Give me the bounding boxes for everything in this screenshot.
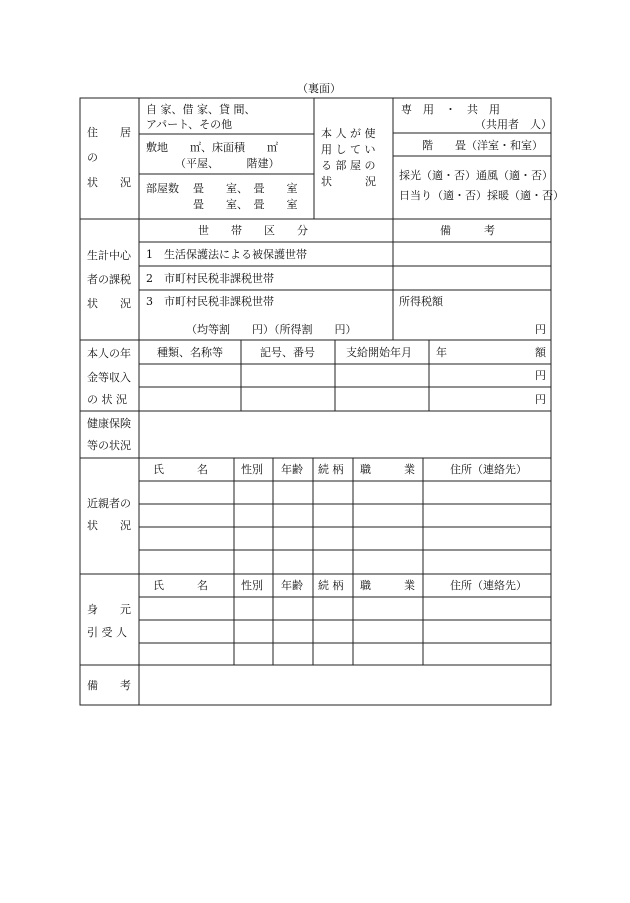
residence-label-3: の [87,151,98,164]
pension-label-2: 金等収入 [87,371,131,384]
pension-col-number: 記号、番号 [260,346,315,359]
guarantor-col-age: 年齢 [281,579,303,592]
site-area-line: 敷地 ㎡、床面積 ㎡ [146,141,278,154]
household-row-3-detail: （均等割 円）（所得割 円） [186,323,357,336]
relatives-col-address: 住所（連絡先） [450,463,527,476]
household-row-3: 3 市町村民税非課税世帯 [146,295,274,308]
residence-type-line1: 自 家、借 家、貸 間、 [146,103,256,116]
rooms-line1: 畳 室、 畳 室 [193,182,298,195]
shared-count: （共用者 人） [475,118,552,131]
pension-yen-1: 円 [535,369,546,382]
rooms-label: 部屋数 [146,182,179,195]
residence-label-5: 況 [120,176,131,189]
tax-label-1: 生計中心 [87,249,131,262]
guarantor-col-sex: 性別 [241,579,263,592]
own-room-label-1: 本 人 が 使 [321,127,376,140]
pension-col-amount-right: 額 [535,346,546,359]
own-room-label-4: 状 況 [321,175,376,188]
guarantor-col-name: 氏 名 [153,579,208,592]
pension-col-amount-left: 年 [436,346,447,359]
relatives-label-1: 近親者の [87,497,131,510]
residence-type-line2: アパート、その他 [146,118,233,131]
own-room-label-2: 用 し て い [321,143,376,156]
relatives-col-age: 年齢 [281,463,303,476]
rooms-line2: 畳 室、 畳 室 [193,198,298,211]
household-remarks-header: 備 考 [440,224,495,237]
page-label: （裏面） [297,82,341,95]
remarks-label: 備 考 [87,679,131,692]
own-room-label-3: る 部 屋 の [321,159,376,172]
relatives-col-name: 氏 名 [153,463,208,476]
relatives-label-2: 状 況 [87,519,131,532]
income-tax-yen: 円 [535,323,546,336]
health-label-2: 等の状況 [87,439,131,452]
relatives-col-relation: 続 柄 [318,463,344,476]
household-row-1: 1 生活保護法による被保護世帯 [146,248,307,261]
relatives-col-sex: 性別 [241,463,263,476]
building-floors-line: （平屋、 階建） [175,157,280,170]
household-division-header: 世 帯 区 分 [198,224,308,237]
guarantor-label-2: 引 受 人 [87,626,127,639]
tax-label-3: 状 況 [87,297,131,310]
pension-label-1: 本人の年 [87,347,131,360]
pension-col-start: 支給開始年月 [346,346,412,359]
environment-line2: 日当り（適・否）採暖（適・否） [399,189,564,202]
guarantor-label-1: 身 元 [87,603,131,616]
guarantor-col-occupation: 職 業 [360,579,415,592]
environment-line1: 採光（適・否）通風（適・否） [399,169,553,182]
tatami-line: 階 畳（洋室・和室） [422,139,543,152]
guarantor-col-address: 住所（連絡先） [450,579,527,592]
health-label-1: 健康保険 [87,417,131,430]
pension-col-type: 種類、名称等 [157,346,223,359]
residence-label-4: 状 [87,176,98,189]
relatives-col-occupation: 職 業 [360,463,415,476]
pension-yen-2: 円 [535,393,546,406]
household-row-2: 2 市町村民税非課税世帯 [146,272,274,285]
tax-label-2: 者の課税 [87,273,131,286]
exclusive-shared: 専 用 ・ 共 用 [401,103,500,116]
income-tax-label: 所得税額 [399,295,443,308]
residence-label-2: 居 [120,126,131,139]
guarantor-col-relation: 続 柄 [318,579,344,592]
residence-label-1: 住 [87,126,98,139]
pension-label-3: の 状 況 [87,393,127,406]
